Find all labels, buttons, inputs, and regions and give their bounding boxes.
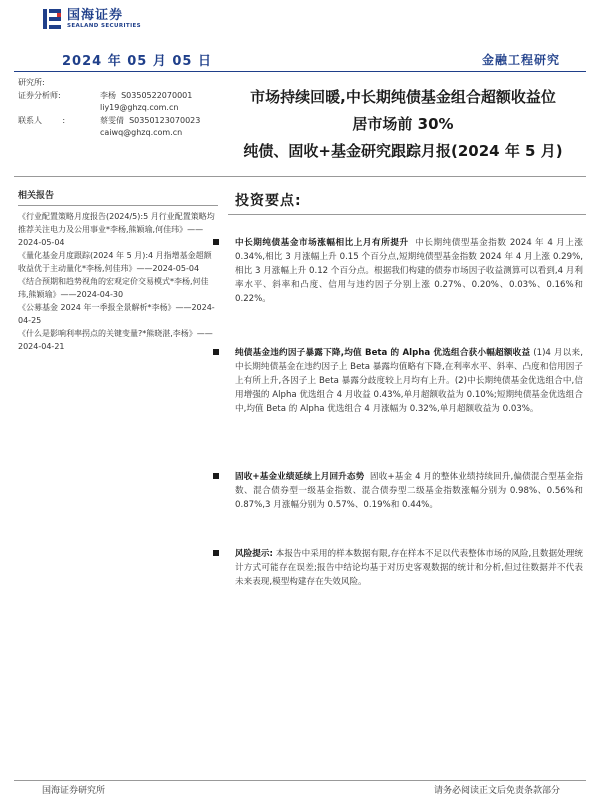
- related-report-item[interactable]: 《公募基金 2024 年一季报全景解析*李杨》——2024-04-25: [18, 303, 215, 325]
- bullet-icon: [213, 349, 219, 355]
- section-body: (1)4 月以来,中长期纯债基金在违约因子上 Beta 暴露均值略有下降,在利率水平、斜率、凸度和信用因子上有所上升,各因子上 Beta 暴露分歧度较上月均有上升。(2)中长期纯债基金优选组合中,信用增强的 Alpha 优选组合 4 月收益 0.43%,单月超额收益为 0.10%;短期纯债基金优选组合中,均值 Beta 的 Alpha 优选组合 4 月涨幅为 0.32%,单月超额收益为 0.03%。: [235, 348, 583, 414]
- section-lead: 固收+基金业绩延续上月回升态势: [235, 472, 365, 482]
- report-title: [218, 84, 588, 165]
- section-body: 中长期纯债型基金指数 2024 年 4 月上涨 0.34%,相比 3 月涨幅上升 0.15 个百分点,短期纯债型基金指数 2024 年 4 月上涨 0.29%,相比 3 月涨幅上升 0.12 个百分点。根据我们构建的债券市场因子收益测算可以看到,4 月利率水平、斜率和凸度、信用与违约因子分别上涨 0.27%、0.20%、0.03%、0.16%和 0.22%。: [235, 238, 584, 304]
- related-report-item[interactable]: 《什么是影响利率拐点的关键变量?*熊晓湛,李杨》——2024-04-21: [18, 329, 213, 351]
- brand-name-en: SEALAND SECURITIES: [67, 23, 142, 29]
- related-report-item[interactable]: 《行业配置策略月度报告(2024/5):5 月行业配置策略均推荐关注电力及公用事业*李杨,熊颖瑜,何佳玮》——2024-05-04: [18, 212, 215, 247]
- bullet-icon: [213, 473, 219, 479]
- title-line-1: 市场持续回暖,中长期纯债基金组合超额收益位: [250, 88, 556, 106]
- analyst-info: [18, 77, 218, 140]
- researcher-label: 研究所:: [18, 78, 45, 87]
- highlight-section: [235, 470, 583, 512]
- highlight-section: [235, 236, 583, 306]
- related-report-item[interactable]: 《量化基金月度跟踪(2024 年 5 月):4 月指增基金超额收益优于主动量化*李杨,何佳玮》——2024-05-04: [18, 251, 212, 273]
- sealand-logo-icon: [42, 7, 62, 31]
- related-divider: [18, 205, 218, 206]
- analyst-label: 证券分析师:: [18, 90, 61, 100]
- section-lead: 纯债基金违约因子暴露下降,均值 Beta 的 Alpha 优选组合获小幅超额收益: [235, 348, 531, 358]
- footer-disclaimer[interactable]: 请务必阅读正文后免责条款部分: [433, 786, 560, 796]
- section-lead: 中长期纯债基金市场涨幅相比上月有所提升: [235, 238, 409, 248]
- footer-institute: 国海证券研究所: [42, 786, 106, 796]
- highlights-divider: [228, 214, 586, 215]
- title-line-2: 居市场前 30%: [352, 115, 454, 133]
- related-reports-heading: 相关报告: [18, 191, 55, 201]
- footer-divider: [14, 780, 586, 781]
- brand-name-cn: 国海证券: [67, 8, 124, 23]
- header-divider: [14, 71, 586, 72]
- risk-label: 风险提示:: [235, 549, 273, 559]
- analyst-id: S0350522070001: [121, 90, 193, 100]
- bullet-icon: [213, 550, 219, 556]
- contact-name: 蔡雯倩: [100, 115, 124, 125]
- related-reports: [18, 190, 218, 353]
- highlight-section: [235, 346, 583, 416]
- investment-highlights-heading: 投资要点:: [235, 193, 302, 209]
- contact-label: 联系人: [18, 115, 42, 125]
- related-report-item[interactable]: 《结合预期和趋势视角的宏观定价交易模式*李杨,何佳玮,熊颖瑜》——2024-04-30: [18, 277, 209, 299]
- contact-email[interactable]: caiwq@ghzq.com.cn: [100, 128, 183, 137]
- title-divider: [14, 176, 586, 177]
- contact-id: S0350123070023: [129, 115, 201, 125]
- risk-body: 本报告中采用的样本数据有限,存在样本不足以代表整体市场的风险,且数据处理统计方式可能存在误差;报告中结论均基于对历史客观数据的统计和分析,但过往数据并不代表未来表现,模型构建存在失效风险。: [235, 549, 584, 587]
- analyst-email[interactable]: liy19@ghzq.com.cn: [100, 103, 179, 112]
- title-line-3: 纯债、固收+基金研究跟踪月报(2024 年 5 月): [243, 142, 563, 160]
- report-type: 金融工程研究: [481, 53, 560, 67]
- risk-warning: [235, 547, 583, 589]
- bullet-icon: [213, 239, 219, 245]
- brand-logo: [42, 4, 141, 34]
- contact-sep: :: [62, 115, 66, 125]
- section-body: 固收+基金 4 月的整体业绩持续回升,偏债混合型基金指数、混合债券型一级基金指数、混合债券型二级基金指数涨幅分别为 0.98%、0.56%和 0.87%,3 月涨幅分别为 0.57%、0.19%和 0.44%。: [235, 472, 583, 510]
- report-date: 2024 年 05 月 05 日: [62, 54, 212, 69]
- analyst-name: 李杨: [100, 90, 116, 100]
